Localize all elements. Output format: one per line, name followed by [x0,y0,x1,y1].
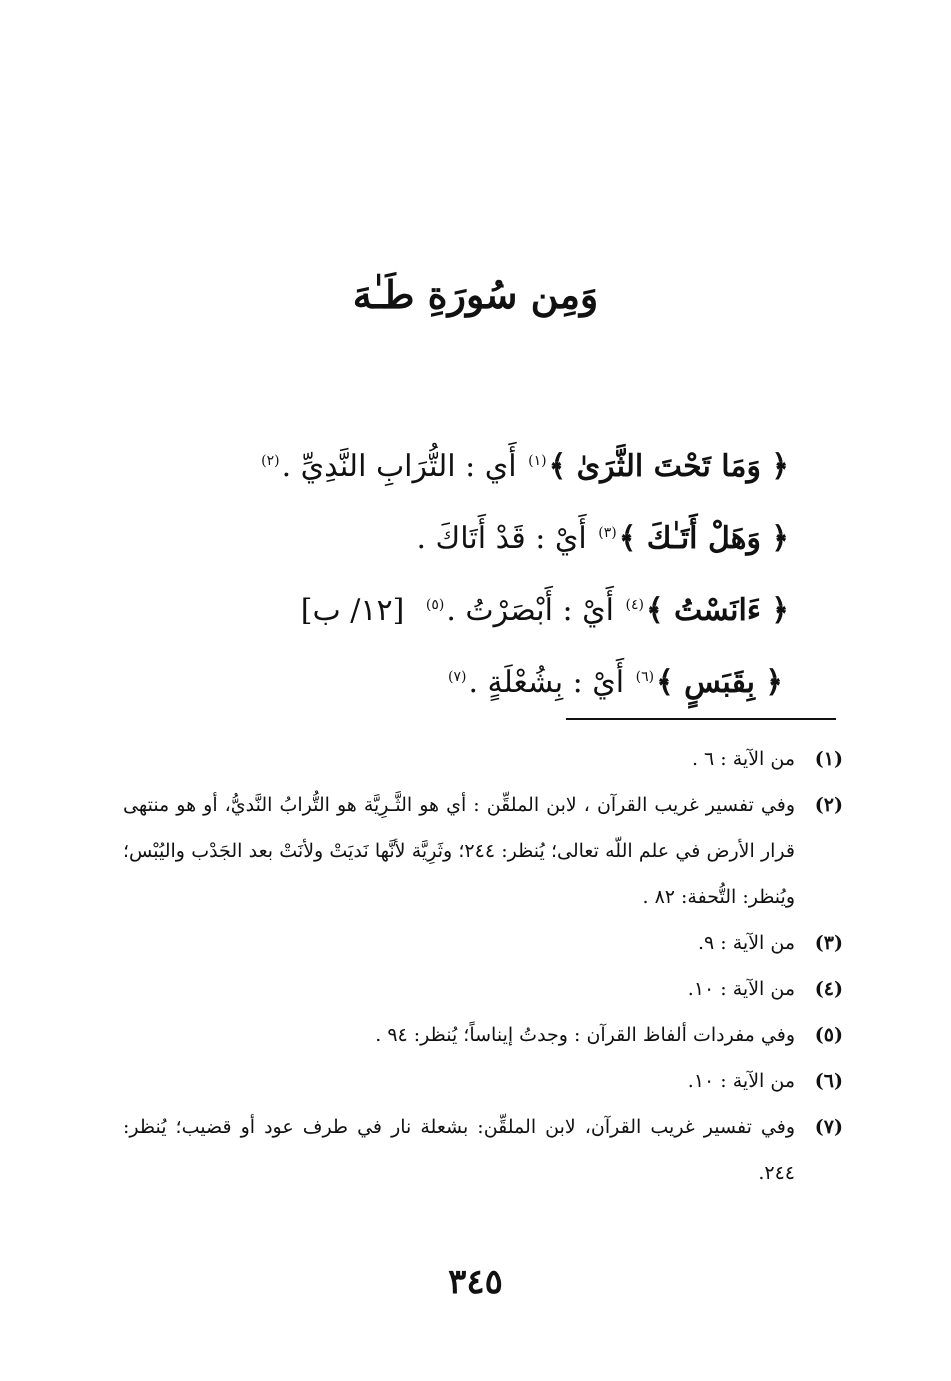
footnote-number: (٢) [814,794,843,816]
footnote [123,966,843,1012]
verse-line [149,644,783,716]
footnote [123,782,843,920]
quran-quote: ﴿ وَمَا تَحْتَ الثَّرَىٰ ﴾ [548,449,789,484]
footnote-marker: (٧) [447,669,467,685]
footnote-text: من الآية : ١٠. [687,1070,795,1092]
verse-line [149,500,789,572]
footnote [123,1012,843,1058]
footnote-text: من الآية : ٩. [697,932,795,954]
page-number: ٣٤٥ [448,1262,503,1302]
verse-line [149,428,789,500]
verse-line [149,572,789,644]
footnote [123,1058,843,1104]
footnote [123,736,843,782]
footnote-text: من الآية : ١٠. [687,978,795,1000]
verse-gloss: أَيْ : أَبْصَرْتُ . [446,593,614,628]
footnote-text: من الآية : ٦ . [691,748,795,770]
footnote-number: (١) [814,748,843,770]
footnotes [123,736,843,1196]
verse-gloss: أَيْ : قَدْ أَتَاكَ . [416,521,587,556]
footnote-number: (٧) [814,1116,843,1138]
quran-quote: ﴿ بِقَبَسٍ ﴾ [656,665,783,700]
footnote-text: وفي مفردات ألفاظ القرآن : وجدتُ إيناساً؛ يُنظر: ٩٤ . [375,1024,795,1046]
footnote-text: وفي تفسير غريب القرآن، لابن الملقِّن: بشعلة نار في طرف عود أو قضيب؛ يُنظر: ٢٤٤. [123,1116,795,1184]
footnote-number: (٣) [814,932,843,954]
footnote-separator [566,718,836,720]
footnote-number: (٥) [814,1024,843,1046]
footnote-number: (٤) [814,978,843,1000]
quran-quote: ﴿ وَهَلْ أَتَـٰكَ ﴾ [618,521,789,556]
verse-gloss: أَيْ : بِشُعْلَةٍ . [468,665,625,700]
footnote-number: (٦) [814,1070,843,1092]
surah-heading: وَمِن سُورَةِ طَـٰهَ [352,272,599,317]
footnote-marker: (٣) [598,525,617,541]
footnote-marker: (٤) [625,597,644,613]
footnote-marker: (٢) [261,453,280,469]
footnote-marker: (١) [528,453,547,469]
footnote [123,1104,843,1196]
footnote-marker: (٦) [635,669,655,685]
quran-quote: ﴿ ءَانَسْتُ ﴾ [645,593,789,628]
footnote-marker: (٥) [425,597,445,613]
footnote [123,920,843,966]
manuscript-folio-ref: [١٢/ ب] [300,593,405,628]
verse-list [149,428,789,716]
verse-gloss: أَي : التُّرَابِ النَّدِيِّ . [281,449,517,484]
footnote-text: وفي تفسير غريب القرآن ، لابن الملقِّن : أي هو الثَّـرِيَّة هو التُّرابُ النَّديُّ، أو هو منتهى قرار الأرض في علم اللّه تعالى؛ يُنظر: ٢٤٤؛ وثَرِيَّة لأنَّها نَديَتْ ولأنَتْ بعد الجَدْب واليُبْس؛ ويُنظر: التُّحفة: ٨٢ . [123,794,795,908]
